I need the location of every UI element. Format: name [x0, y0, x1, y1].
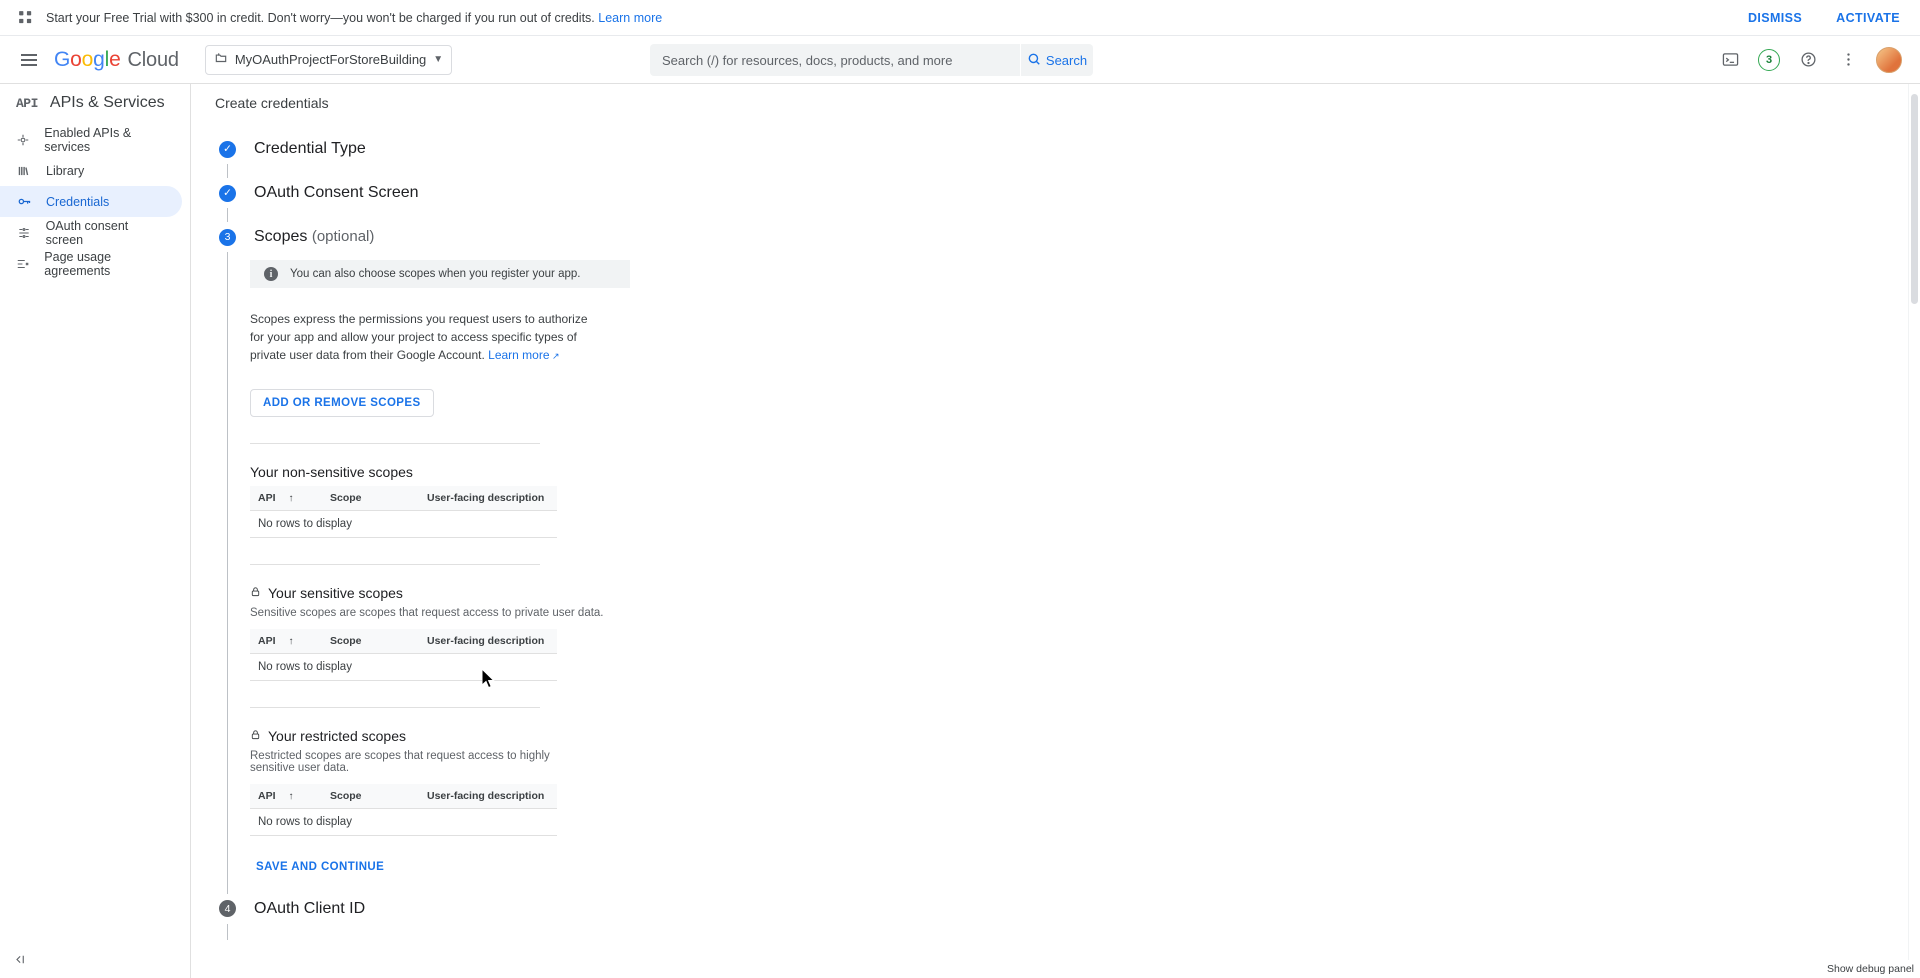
table-row-empty	[250, 510, 557, 537]
top-navigation-bar	[0, 36, 1920, 84]
add-or-remove-scopes-button[interactable]: ADD OR REMOVE SCOPES	[250, 389, 434, 417]
apps-grid-icon[interactable]	[14, 7, 36, 29]
google-cloud-logo[interactable]	[54, 48, 179, 72]
logo-letter: l	[104, 47, 110, 71]
logo-letter: g	[93, 47, 105, 71]
external-link-icon: ↗	[549, 351, 560, 362]
logo-letter: e	[109, 47, 121, 71]
scrollbar-thumb[interactable]	[1911, 94, 1918, 304]
table-row-empty	[250, 808, 557, 835]
scopes-learn-more-label: Learn more	[488, 348, 550, 363]
sidebar-title	[0, 94, 190, 124]
sensitive-scopes-heading	[250, 585, 859, 601]
scopes-info-text: You can also choose scopes when you register your app.	[290, 268, 581, 280]
hamburger-menu-icon[interactable]	[12, 43, 46, 77]
divider	[250, 564, 540, 565]
scopes-learn-more-link[interactable]	[488, 348, 559, 362]
restricted-scopes-heading	[250, 728, 859, 744]
step-4-number: 4	[219, 900, 236, 917]
project-selector[interactable]	[205, 45, 452, 75]
sidebar-item-credentials[interactable]	[0, 186, 182, 217]
page-title: Create credentials	[215, 94, 329, 111]
sidebar-item-page-usage-agreements[interactable]	[0, 248, 182, 279]
page-usage-icon	[16, 256, 30, 272]
step-3-optional-label: (optional)	[311, 228, 375, 245]
sidebar-title-label: APIs & Services	[49, 94, 165, 111]
sensitive-scopes-note: Sensitive scopes are scopes that request access to private user data.	[250, 606, 604, 619]
dismiss-button[interactable]: DISMISS	[1742, 7, 1808, 29]
step-credential-type[interactable]	[219, 134, 859, 164]
create-credentials-stepper	[191, 122, 1920, 940]
top-right-actions	[1718, 47, 1908, 73]
column-header-user-facing-description[interactable]: User-facing description	[419, 486, 557, 511]
search-button[interactable]	[1021, 44, 1093, 76]
table-header-row	[250, 629, 557, 654]
sensitive-scopes-label: Your sensitive scopes	[268, 584, 403, 601]
enabled-apis-icon	[16, 132, 30, 148]
sidebar-item-label: Enabled APIs & services	[44, 125, 132, 154]
notifications-badge[interactable]: 3	[1758, 49, 1780, 71]
sidebar-item-library[interactable]	[0, 155, 182, 186]
restricted-scopes-table	[250, 784, 557, 836]
divider	[250, 707, 540, 708]
step-2-title: OAuth Consent Screen	[254, 184, 419, 201]
table-row-empty	[250, 653, 557, 680]
sidebar-item-label: Page usage agreements	[44, 249, 112, 278]
step-1-title: Credential Type	[254, 140, 366, 157]
column-header-api[interactable]	[250, 486, 322, 511]
collapse-panel-icon[interactable]	[12, 952, 27, 970]
column-header-user-facing-description[interactable]: User-facing description	[419, 629, 557, 654]
step-4-title: OAuth Client ID	[254, 899, 366, 917]
logo-letter: o	[70, 47, 82, 71]
search-button-label: Search	[1045, 52, 1088, 68]
non-sensitive-scopes-label: Your non-sensitive scopes	[250, 463, 413, 480]
search-icon	[1027, 52, 1041, 69]
sort-ascending-arrow: ↑	[288, 492, 294, 504]
column-label: API	[258, 491, 276, 504]
step-3-title: Scopes	[254, 228, 308, 245]
search-area	[650, 44, 1093, 76]
lock-icon	[250, 585, 261, 601]
step-scopes[interactable]	[219, 222, 859, 252]
column-header-api[interactable]	[250, 629, 322, 654]
column-label: API	[258, 634, 276, 647]
main-content	[191, 84, 1920, 978]
lock-icon	[250, 728, 261, 744]
column-label: API	[258, 789, 276, 802]
sidebar-item-label: OAuth consent screen	[45, 218, 129, 247]
sort-ascending-arrow: ↑	[288, 790, 294, 802]
trial-message: Start your Free Trial with $300 in credit. Don't worry—you won't be charged if you run out of credits.	[46, 10, 595, 25]
step-oauth-consent-screen[interactable]	[219, 178, 859, 208]
sort-ascending-arrow: ↑	[288, 635, 294, 647]
search-input[interactable]	[650, 44, 1020, 76]
trial-learn-more-link[interactable]: Learn more	[598, 10, 663, 25]
column-header-scope[interactable]: Scope	[322, 629, 419, 654]
help-icon[interactable]	[1796, 48, 1820, 72]
save-and-continue-button[interactable]: SAVE AND CONTINUE	[250, 854, 390, 880]
vertical-scrollbar[interactable]	[1908, 84, 1920, 978]
step-oauth-client-id[interactable]	[219, 894, 859, 924]
show-debug-panel-link[interactable]: Show debug panel	[1821, 960, 1920, 978]
avatar[interactable]	[1876, 47, 1902, 73]
credentials-key-icon	[16, 194, 32, 210]
sensitive-scopes-table	[250, 629, 557, 681]
logo-letter: o	[81, 47, 94, 71]
oauth-consent-icon	[16, 225, 32, 241]
sidebar-item-oauth-consent-screen[interactable]	[0, 217, 182, 248]
sidebar	[0, 84, 191, 978]
library-icon	[16, 163, 32, 179]
column-header-user-facing-description[interactable]: User-facing description	[419, 784, 557, 809]
non-sensitive-scopes-heading	[250, 464, 859, 480]
empty-message: No rows to display	[250, 510, 557, 537]
divider	[250, 443, 540, 444]
project-icon	[214, 51, 228, 68]
app-shell	[0, 84, 1920, 978]
logo-letter: G	[54, 47, 71, 71]
empty-message: No rows to display	[250, 653, 557, 680]
step-1-check-icon: ✓	[219, 141, 236, 158]
chevron-down-icon: ▼	[433, 54, 444, 65]
step-connector	[227, 208, 859, 222]
table-header-row	[250, 486, 557, 511]
restricted-scopes-note: Restricted scopes are scopes that request access to highly sensitive user data.	[250, 749, 550, 774]
step-connector	[227, 924, 859, 940]
scopes-step-body	[227, 252, 859, 894]
restricted-scopes-label: Your restricted scopes	[268, 727, 406, 744]
non-sensitive-scopes-table	[250, 486, 557, 538]
sidebar-item-label: Credentials	[46, 194, 110, 209]
more-vert-icon[interactable]	[1836, 48, 1860, 72]
empty-message: No rows to display	[250, 808, 557, 835]
scopes-info-bar	[250, 260, 630, 288]
free-trial-banner	[0, 0, 1920, 36]
project-name: MyOAuthProjectForStoreBuilding	[234, 52, 427, 67]
api-icon: API	[16, 95, 38, 111]
table-header-row	[250, 784, 557, 809]
sidebar-item-label: Library	[46, 163, 85, 178]
step-connector	[227, 164, 859, 178]
step-2-check-icon: ✓	[219, 185, 236, 202]
column-header-scope[interactable]: Scope	[322, 486, 419, 511]
sidebar-item-enabled-apis[interactable]	[0, 124, 182, 155]
column-header-scope[interactable]: Scope	[322, 784, 419, 809]
column-header-api[interactable]	[250, 784, 322, 809]
cloud-shell-icon[interactable]	[1718, 48, 1742, 72]
scopes-description	[250, 310, 595, 365]
info-icon: i	[264, 267, 278, 281]
step-3-number: 3	[219, 229, 236, 246]
logo-cloud-text: Cloud	[127, 48, 179, 71]
activate-button[interactable]: ACTIVATE	[1830, 7, 1906, 29]
scopes-description-text: Scopes express the permissions you request users to authorize for your app and allow your project to access specific types of private user data from their Google Account.	[250, 312, 588, 363]
